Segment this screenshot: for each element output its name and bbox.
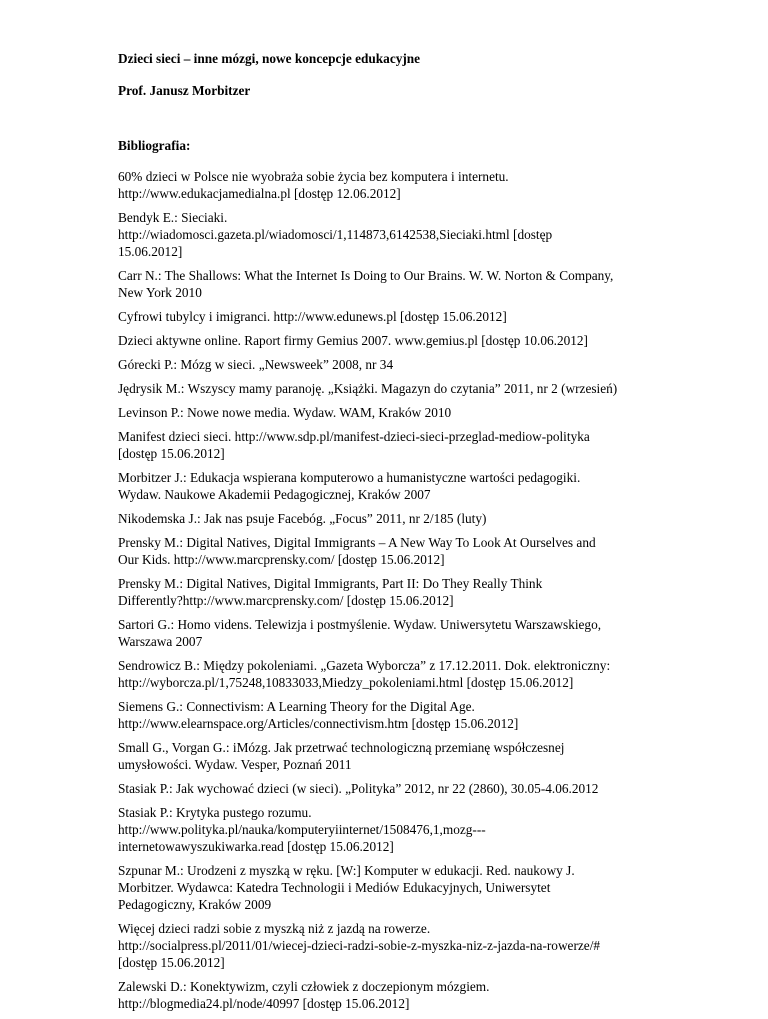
bibliography-entry-line: Jędrysik M.: Wszyscy mamy paranoję. „Książki. Magazyn do czytania” 2011, nr 2 (wrzesień) [118, 381, 618, 396]
bibliography-entry-line: Szpunar M.: Urodzeni z myszką w ręku. [W:] Komputer w edukacji. Red. naukowy J. [118, 863, 575, 878]
bibliography-entry-line: internetowawyszukiwarka.read [dostęp 15.06.2012] [118, 839, 394, 854]
bibliography-entry-line: Stasiak P.: Krytyka pustego rozumu. [118, 805, 312, 820]
bibliography-entry-line: Prensky M.: Digital Natives, Digital Immigrants – A New Way To Look At Ourselves and [118, 535, 596, 550]
bibliography-entry [118, 534, 658, 568]
bibliography-entry-line: Carr N.: The Shallows: What the Internet Is Doing to Our Brains. W. W. Norton & Company, [118, 268, 614, 283]
bibliography-entry [118, 209, 658, 260]
bibliography-entry-line: Warszawa 2007 [118, 634, 203, 649]
bibliography-entry-line: Levinson P.: Nowe nowe media. Wydaw. WAM, Kraków 2010 [118, 405, 452, 420]
bibliography-entry-line: Prensky M.: Digital Natives, Digital Immigrants, Part II: Do They Really Think [118, 576, 543, 591]
bibliography-entry [118, 404, 658, 421]
bibliography-entry [118, 920, 658, 971]
bibliography-entry [118, 168, 658, 202]
bibliography-entry [118, 575, 658, 609]
document-title: Dzieci sieci – inne mózgi, nowe koncepcje edukacyjne [118, 51, 421, 66]
bibliography-entry-line: Manifest dzieci sieci. http://www.sdp.pl/manifest-dzieci-sieci-przeglad-mediow-polityka [118, 429, 590, 444]
bibliography-entry-line: http://blogmedia24.pl/node/40997 [dostęp 15.06.2012] [118, 996, 410, 1011]
bibliography-entry-line: Dzieci aktywne online. Raport firmy Gemius 2007. www.gemius.pl [dostęp 10.06.2012] [118, 333, 588, 348]
bibliography-entry-line: http://www.polityka.pl/nauka/komputeryiinternet/1508476,1,mozg--- [118, 822, 486, 837]
bibliography-entry-line: 15.06.2012] [118, 244, 183, 259]
bibliography-entry-line: Cyfrowi tubylcy i imigranci. http://www.edunews.pl [dostęp 15.06.2012] [118, 309, 507, 324]
bibliography-entry-line: Morbitzer J.: Edukacja wspierana komputerowo a humanistyczne wartości pedagogiki. [118, 470, 581, 485]
bibliography-entry-line: Morbitzer. Wydawca: Katedra Technologii i Mediów Edukacyjnych, Uniwersytet [118, 880, 551, 895]
bibliography-entry-line: Więcej dzieci radzi sobie z myszką niż z jazdą na rowerze. [118, 921, 431, 936]
bibliography-entry-line: http://socialpress.pl/2011/01/wiecej-dzieci-radzi-sobie-z-myszka-niz-z-jazda-na-rowerze/# [118, 938, 601, 953]
bibliography-entry [118, 862, 658, 913]
bibliography-entry [118, 356, 658, 373]
bibliography-entry-line: http://www.edukacjamedialna.pl [dostęp 12.06.2012] [118, 186, 401, 201]
bibliography-entry [118, 308, 658, 325]
bibliography-entry-line: Nikodemska J.: Jak nas psuje Facebóg. „Focus” 2011, nr 2/185 (luty) [118, 511, 487, 526]
bibliography-entry-line: Wydaw. Naukowe Akademii Pedagogicznej, Kraków 2007 [118, 487, 431, 502]
bibliography-entry-line: Zalewski D.: Konektywizm, czyli człowiek z doczepionym mózgiem. [118, 979, 490, 994]
bibliography-heading: Bibliografia: [118, 138, 191, 153]
bibliography-entry [118, 978, 658, 1012]
bibliography-entry-line: Differently?http://www.marcprensky.com/ [dostęp 15.06.2012] [118, 593, 454, 608]
bibliography-entry [118, 267, 658, 301]
bibliography-entry-line: Bendyk E.: Sieciaki. [118, 210, 228, 225]
bibliography-entry [118, 739, 658, 773]
bibliography-entry-line: umysłowości. Wydaw. Vesper, Poznań 2011 [118, 757, 352, 772]
bibliography-entry [118, 780, 658, 797]
bibliography-entry-line: [dostęp 15.06.2012] [118, 955, 225, 970]
bibliography-entry-line: [dostęp 15.06.2012] [118, 446, 225, 461]
bibliography-entry-line: Pedagogiczny, Kraków 2009 [118, 897, 272, 912]
bibliography-list [118, 168, 658, 1012]
bibliography-entry-line: Sartori G.: Homo videns. Telewizja i postmyślenie. Wydaw. Uniwersytetu Warszawskiego, [118, 617, 602, 632]
bibliography-entry-line: Siemens G.: Connectivism: A Learning Theory for the Digital Age. [118, 699, 475, 714]
bibliography-entry [118, 510, 658, 527]
bibliography-entry [118, 332, 658, 349]
bibliography-entry-line: http://wyborcza.pl/1,75248,10833033,Miedzy_pokoleniami.html [dostęp 15.06.2012] [118, 675, 574, 690]
bibliography-entry [118, 469, 658, 503]
bibliography-entry-line: Górecki P.: Mózg w sieci. „Newsweek” 2008, nr 34 [118, 357, 394, 372]
bibliography-entry [118, 428, 658, 462]
bibliography-entry [118, 380, 658, 397]
bibliography-entry [118, 804, 658, 855]
document-content [118, 50, 658, 1019]
document-author: Prof. Janusz Morbitzer [118, 83, 251, 98]
bibliography-entry [118, 616, 658, 650]
bibliography-entry-line: http://wiadomosci.gazeta.pl/wiadomosci/1,114873,6142538,Sieciaki.html [dostęp [118, 227, 553, 242]
bibliography-entry-line: Our Kids. http://www.marcprensky.com/ [dostęp 15.06.2012] [118, 552, 445, 567]
bibliography-entry-line: http://www.elearnspace.org/Articles/connectivism.htm [dostęp 15.06.2012] [118, 716, 519, 731]
bibliography-entry-line: New York 2010 [118, 285, 202, 300]
bibliography-entry-line: Stasiak P.: Jak wychować dzieci (w sieci). „Polityka” 2012, nr 22 (2860), 30.05-4.06.2012 [118, 781, 599, 796]
bibliography-entry [118, 698, 658, 732]
bibliography-entry-line: 60% dzieci w Polsce nie wyobraża sobie życia bez komputera i internetu. [118, 169, 509, 184]
bibliography-entry-line: Sendrowicz B.: Między pokoleniami. „Gazeta Wyborcza” z 17.12.2011. Dok. elektroniczny: [118, 658, 611, 673]
bibliography-entry-line: Small G., Vorgan G.: iMózg. Jak przetrwać technologiczną przemianę współczesnej [118, 740, 565, 755]
bibliography-entry [118, 657, 658, 691]
